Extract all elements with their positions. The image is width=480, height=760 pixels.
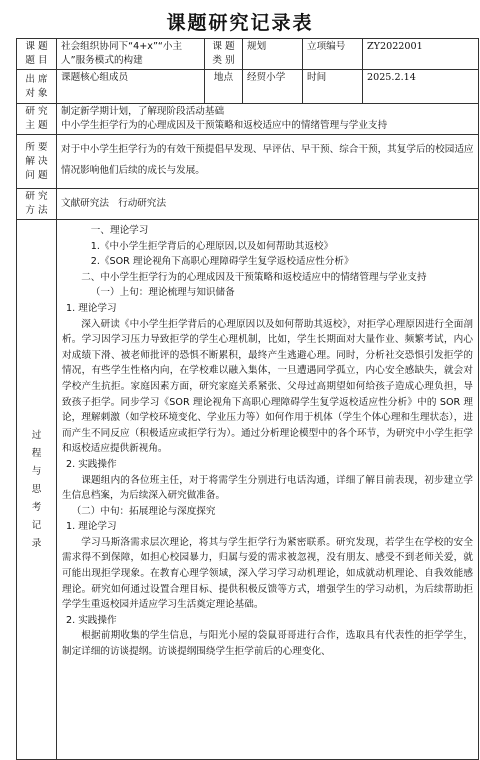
- time-label: 时间: [303, 70, 363, 104]
- process-paragraph: 1. 理论学习: [66, 521, 117, 533]
- process-paragraph: 二、中小学生拒学行为的心理成因及干预策略和返校适应中的情绪管理与学业支持: [81, 271, 427, 283]
- number-value: ZY2022001: [363, 39, 479, 70]
- process-paragraph: 2. 实践操作: [66, 614, 117, 626]
- method-value: 文献研究法 行动研究法: [57, 189, 479, 220]
- problem-label: 所 要 解 决 问 题: [17, 135, 57, 189]
- theme-label: 研 究 主 题: [17, 104, 57, 135]
- page-title: 课题研究记录表: [166, 12, 314, 34]
- category-label: 课 题 类 别: [205, 39, 243, 70]
- process-content: [57, 220, 479, 760]
- process-paragraph: 1.《中小学生拒学背后的心理原因,以及如何帮助其返校》: [90, 240, 334, 252]
- time-value: 2025.2.14: [363, 70, 479, 104]
- process-label: [17, 220, 57, 760]
- theme-line-1: 制定新学期计划，了解现阶段活动基础: [61, 106, 225, 117]
- process-label-char: 程: [31, 447, 42, 459]
- process-paragraph: 2. 实践操作: [66, 458, 117, 470]
- process-label-char: 过: [31, 429, 42, 441]
- process-label-char: 记: [31, 519, 42, 531]
- attendee-value: 课题核心组成员: [57, 70, 205, 104]
- process-label-char: 录: [31, 537, 42, 549]
- place-value: 经贸小学: [243, 70, 303, 104]
- research-record-table: [16, 38, 479, 760]
- process-paragraph: 1. 理论学习: [66, 302, 117, 314]
- process-paragraph: 课题组内的各位班主任，对于将需学生分别进行电话沟通，详细了解目前表现，初步建立学生信息档案，为后续深入研究做准备。: [62, 474, 473, 502]
- theme-value: [57, 104, 479, 135]
- place-label: 地点: [205, 70, 243, 104]
- theme-line-2: 中小学生拒学行为的心理成因及干预策略和返校适应中的情绪管理与学业支持: [61, 120, 388, 131]
- method-label: 研 究 方 法: [17, 189, 57, 220]
- process-paragraph: 一、理论学习: [90, 225, 149, 236]
- process-paragraph: 2.《SOR 理论视角下高职心理障碍学生复学返校适应性分析》: [90, 256, 354, 268]
- category-value: 规划: [243, 39, 303, 70]
- process-label-char: 考: [31, 501, 42, 513]
- process-paragraph: （二）中旬：拓展理论与深度探究: [71, 505, 216, 517]
- process-paragraph: 深入研读《中小学生拒学背后的心理原因以及如何帮助其返校》，对拒学心理原因进行全面剖析。学习因学习压力导致拒学的学生心理机制，比如，学生长期面对大量作业、频繁考试，内心对成绩下滑、被老师批评的恐惧不断累积，最终产生逃避心理。同时，分析社交恐惧引发拒学的情况，有些学生性格内向，在学校难以融入集体，一旦遭遇同学孤立，内心安全感缺失，就会对学校产生抗拒。家庭因素方面，研究家庭关系紧张、父母过高期望如何给孩子造成心理负担，导致孩子拒学。同步学习《SOR 理论视角下高职心理障碍学生复学返校适应性分析》中的 SOR 理论，理解刺激（如学校环境变化、学业压力等）如何作用于机体（学生个体心理和生理状态），进而产生不同反应（积极适应或拒学行为）。通过分析理论模型中的各个环节，为研究中小学生拒学和返校适应提供新视角。: [62, 318, 473, 455]
- process-paragraph: 根据前期收集的学生信息，与阳光小屋的袋鼠哥哥进行合作，选取具有代表性的拒学学生，制定详细的访谈提纲。访谈提纲围绕学生拒学前后的心理变化、: [62, 630, 473, 658]
- number-label: 立项编号: [303, 39, 363, 70]
- process-label-char: 与: [31, 465, 42, 477]
- topic-value: 社会组织协同下“4+x”“小主人”服务模式的构建: [57, 39, 205, 70]
- problem-value: 对于中小学生拒学行为的有效干预提倡早发现、早评估、早干预、综合干预，其复学后的校园适应情况影响他们后续的成长与发展。: [57, 135, 479, 189]
- attendee-label: 出 席 对 象: [17, 70, 57, 104]
- process-paragraph: 学习马斯洛需求层次理论，将其与学生拒学行为紧密联系。研究发现，若学生在学校的安全需求得不到保障，如担心校园暴力，归属与爱的需求被忽视，没有朋友、感受不到老师关爱，就可能出现拒学现象。在教育心理学领域，深入学习学习动机理论，如成就动机理论、自我效能感理论。研究如何通过设置合理目标、提供积极反馈等方式，增强学生的学习动机，为后续帮助拒学学生重返校园并适应学习生活奠定理论基础。: [62, 536, 473, 611]
- topic-label: 课 题 题 目: [17, 39, 57, 70]
- process-paragraph: （一）上旬：理论梳理与知识储备: [90, 287, 235, 299]
- process-label-char: 思: [31, 483, 42, 495]
